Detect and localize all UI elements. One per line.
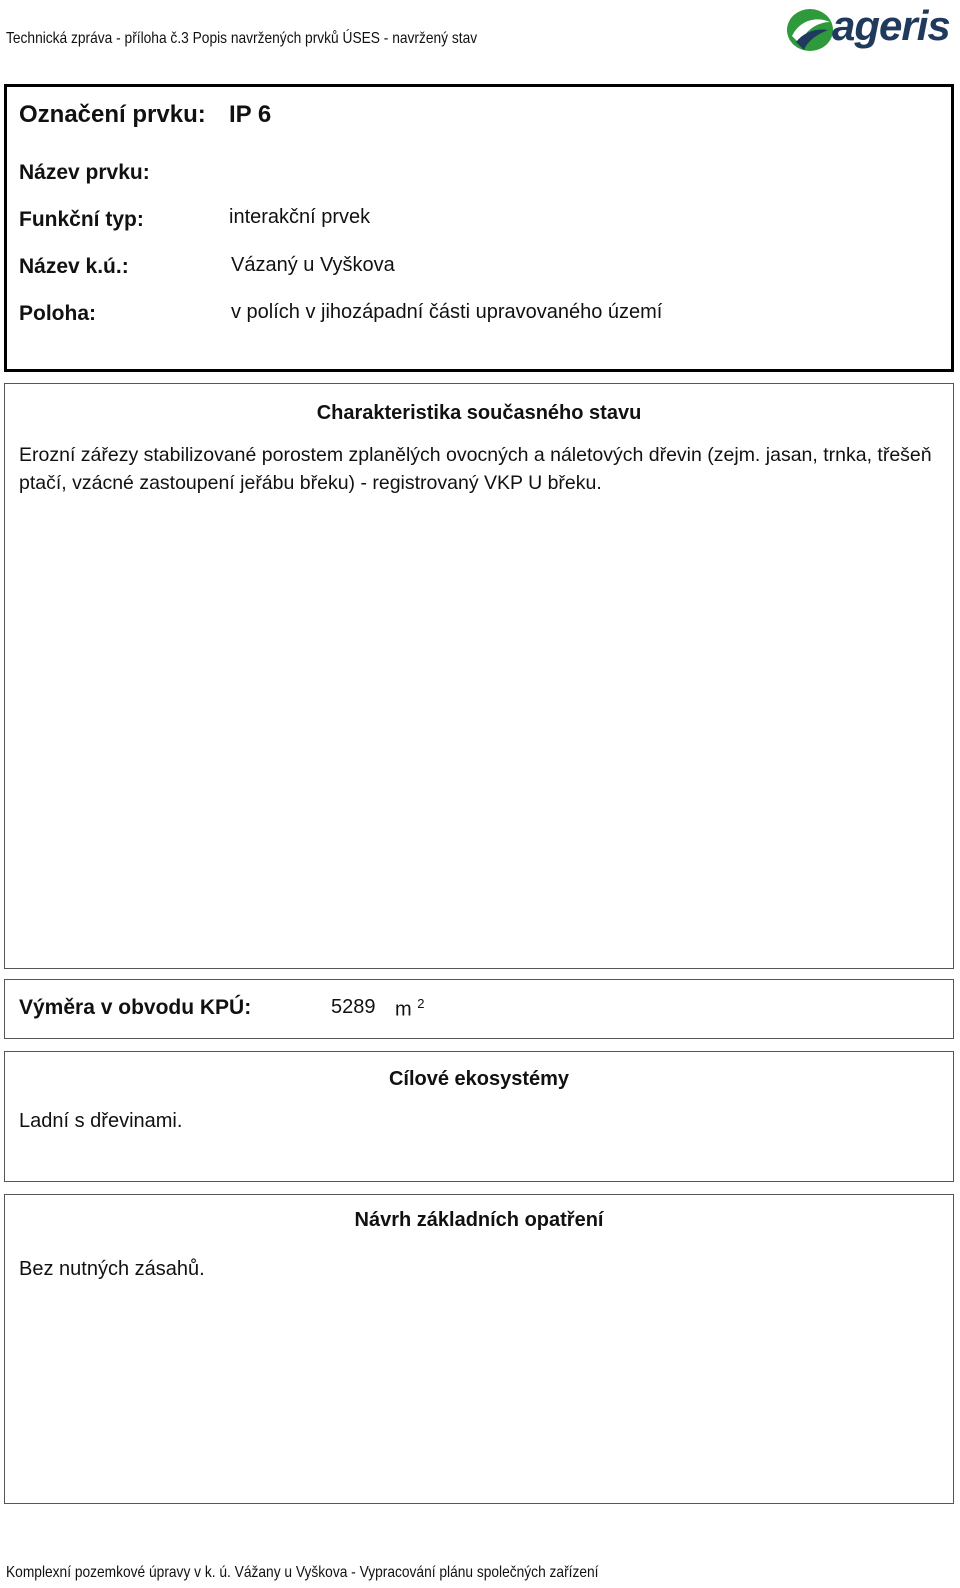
typ-label: Funkční typ:: [19, 208, 144, 231]
poloha-label: Poloha:: [19, 302, 96, 325]
ageris-logo: [786, 2, 956, 56]
typ-value: interakční prvek: [229, 206, 371, 228]
ekosystemy-box: [4, 1051, 954, 1182]
poloha-value: v polích v jihozápadní části upravovaného území: [231, 301, 663, 323]
oznaceni-value: IP 6: [229, 101, 272, 128]
logo-swirl-icon: [786, 6, 834, 54]
vymera-box: [4, 979, 954, 1039]
oznaceni-label: Označení prvku:: [19, 101, 206, 128]
nazev-label: Název prvku:: [19, 161, 150, 184]
footer-text: Komplexní pozemkové úpravy v k. ú. Vážany u Vyškova - Vypracování plánu společných zařízení: [6, 1564, 599, 1581]
opatreni-text: Bez nutných zásahů.: [19, 1258, 205, 1280]
opatreni-title: Návrh základních opatření: [354, 1209, 604, 1231]
vymera-value: 5289: [331, 996, 376, 1018]
vymera-unit-text: m: [395, 998, 412, 1021]
logo-text: ageris: [832, 2, 950, 49]
vymera-label: Výměra v obvodu KPÚ:: [19, 996, 252, 1019]
ekosystemy-title: Cílové ekosystémy: [388, 1068, 570, 1090]
vymera-unit-sup: 2: [417, 996, 425, 1011]
ekosystemy-text: Ladní s dřevinami.: [19, 1110, 183, 1132]
charakteristika-title: Charakteristika současného stavu: [316, 402, 642, 424]
ku-value: Vázaný u Vyškova: [231, 254, 395, 276]
opatreni-box: [4, 1194, 954, 1504]
vymera-unit: [395, 996, 424, 1022]
identification-box: [4, 84, 954, 372]
charakteristika-text: Erozní zářezy stabilizované porostem zplanělých ovocných a náletových dřevin (zejm. jasan, trnka, třešeň ptačí, vzácné zastoupení jeřábu břeku) - registrovaný VKP U břeku.: [19, 444, 932, 494]
header-title: Technická zpráva - příloha č.3 Popis navržených prvků ÚSES - navržený stav: [6, 30, 478, 47]
charakteristika-box: [4, 383, 954, 969]
ku-label: Název k.ú.:: [19, 255, 129, 278]
